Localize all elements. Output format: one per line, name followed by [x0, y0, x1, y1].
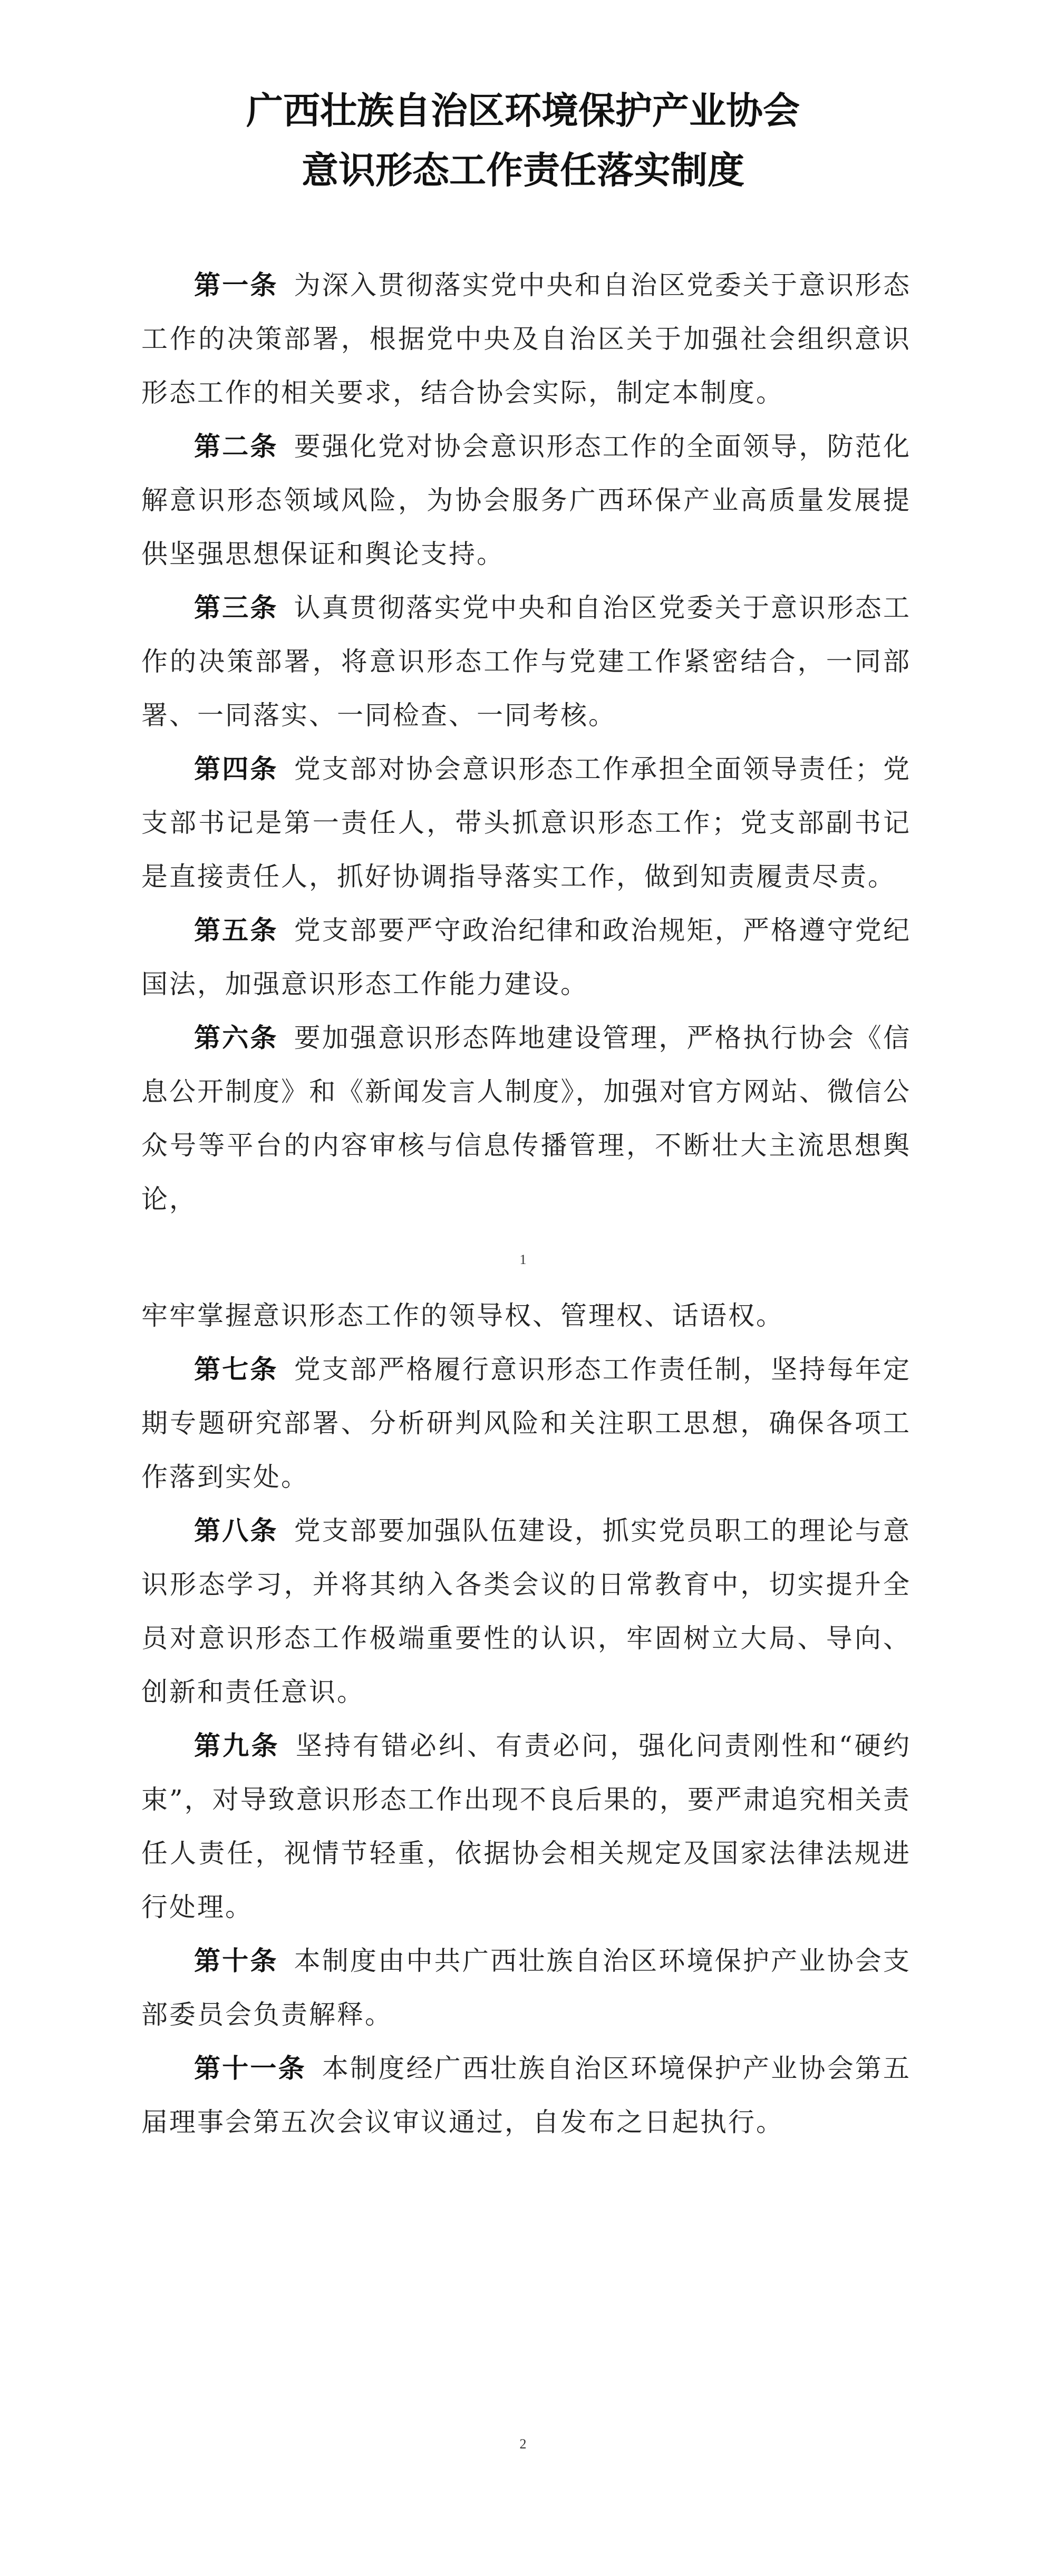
- document-title-line-2: 意识形态工作责任落实制度: [302, 149, 744, 192]
- article-label: 第八条: [194, 1515, 278, 1546]
- article-label: 第七条: [194, 1354, 278, 1385]
- article-11: [141, 2042, 911, 2149]
- article-label: 第三条: [194, 592, 278, 623]
- document-page-1: [0, 0, 1046, 1278]
- page-number: 1: [519, 1252, 527, 1267]
- article-label: 第二条: [194, 431, 278, 462]
- article-10: [141, 1934, 911, 2042]
- article-4: [141, 742, 911, 903]
- article-label: 第十条: [194, 1946, 278, 1976]
- article-6-continuation: 牢牢掌握意识形态工作的领导权、管理权、话语权。: [141, 1300, 784, 1331]
- article-text: 为深入贯彻落实党中央和自治区党委关于意识形态工作的决策部署，根据党中央及自治区关于加强社会组织意识形态工作的相关要求，结合协会实际，制定本制度。: [141, 270, 911, 408]
- article-8: [141, 1504, 911, 1719]
- article-label: 第十一条: [194, 2053, 306, 2084]
- article-text: 坚持有错必纠、有责必问，强化问责刚性和“硬约束”，对导致意识形态工作出现不良后果的，要严肃追究相关责任人责任，视情节轻重，依据协会相关规定及国家法律法规进行处理。: [141, 1731, 912, 1922]
- page-1-body: [141, 258, 911, 1226]
- article-label: 第一条: [194, 270, 278, 300]
- article-text: 认真贯彻落实党中央和自治区党委关于意识形态工作的决策部署，将意识形态工作与党建工作紧密结合，一同部署、一同落实、一同检查、一同考核。: [141, 592, 911, 731]
- article-1: [141, 258, 911, 420]
- article-text: 要加强意识形态阵地建设管理，严格执行协会《信息公开制度》和《新闻发言人制度》，加强对官方网站、微信公众号等平台的内容审核与信息传播管理，不断壮大主流思想舆论，: [141, 1023, 911, 1214]
- article-text: 党支部要加强队伍建设，抓实党员职工的理论与意识形态学习，并将其纳入各类会议的日常教育中，切实提升全员对意识形态工作极端重要性的认识，牢固树立大局、导向、创新和责任意识。: [141, 1515, 911, 1707]
- article-6: [141, 1011, 911, 1226]
- article-label: 第九条: [194, 1731, 280, 1761]
- page-number: 2: [519, 2436, 527, 2452]
- article-9: [141, 1719, 911, 1934]
- article-text: 党支部严格履行意识形态工作责任制，坚持每年定期专题研究部署、分析研判风险和关注职工思想，确保各项工作落到实处。: [141, 1354, 911, 1492]
- article-5: [141, 903, 911, 1011]
- article-label: 第五条: [194, 915, 278, 946]
- article-3: [141, 581, 911, 742]
- article-text: 党支部对协会意识形态工作承担全面领导责任；党支部书记是第一责任人，带头抓意识形态工作；党支部副书记是直接责任人，抓好协调指导落实工作，做到知责履责尽责。: [141, 754, 911, 892]
- article-text: 本制度由中共广西壮族自治区环境保护产业协会支部委员会负责解释。: [141, 1946, 911, 2030]
- article-2: [141, 420, 911, 581]
- page-2-body: [141, 1289, 911, 2149]
- article-text: 要强化党对协会意识形态工作的全面领导，防范化解意识形态领域风险，为协会服务广西环保产业高质量发展提供坚强思想保证和舆论支持。: [141, 431, 911, 569]
- article-label: 第四条: [194, 754, 278, 784]
- article-text: 党支部要严守政治纪律和政治规矩，严格遵守党纪国法，加强意识形态工作能力建设。: [141, 915, 911, 999]
- document-title-line-1: 广西壮族自治区环境保护产业协会: [246, 89, 800, 132]
- article-label: 第六条: [194, 1023, 278, 1053]
- article-7: [141, 1343, 911, 1504]
- article-text: 本制度经广西壮族自治区环境保护产业协会第五届理事会第五次会议审议通过，自发布之日起执行。: [141, 2053, 912, 2137]
